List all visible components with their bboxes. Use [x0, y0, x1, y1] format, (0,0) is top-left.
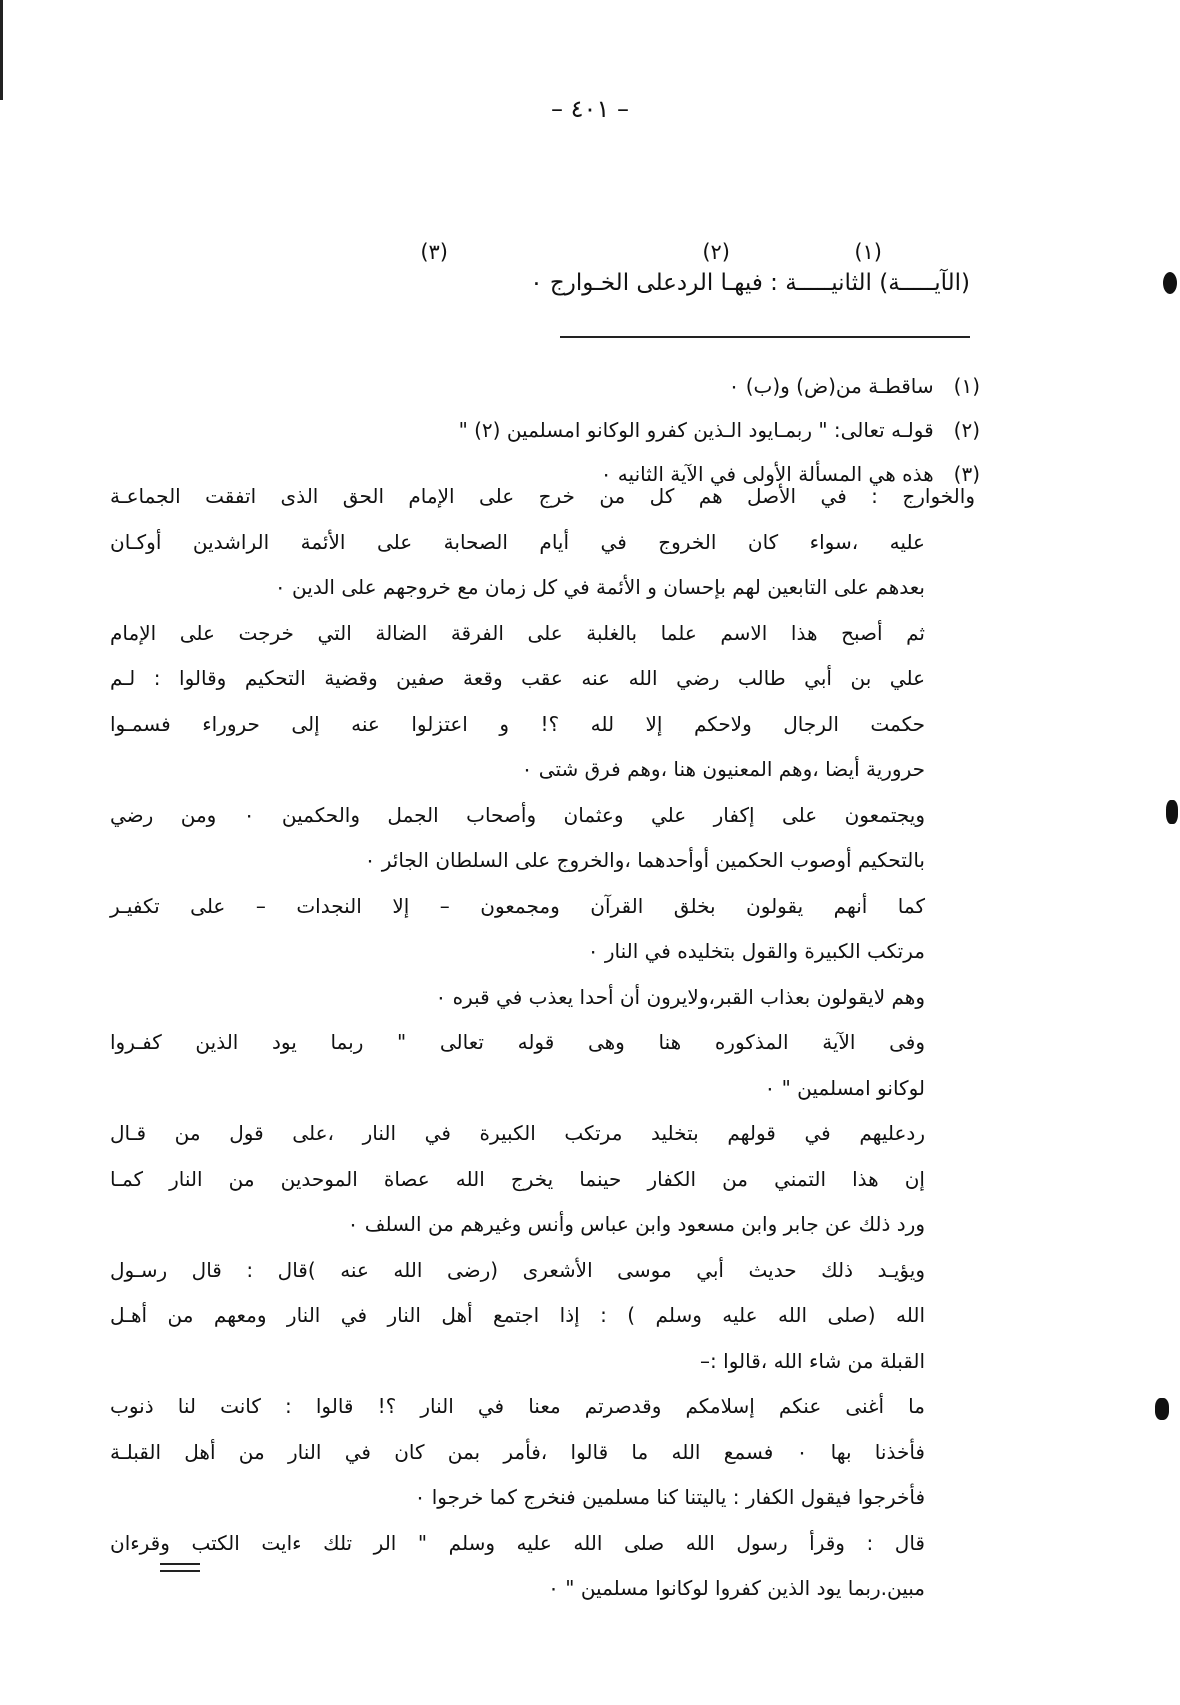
body-line: وهم لايقولون بعذاب القبر،ولايرون أن أحدا يعذب في قبره ٠ — [435, 984, 925, 1009]
end-mark-rule — [160, 1570, 200, 1572]
scan-speck — [1166, 800, 1178, 824]
body-line: حكمت الرجال ولاحكم إلا لله ؟! و اعتزلوا عنه إلى حروراء فسمـوا — [110, 711, 925, 736]
heading-title: (الآيـــــة) الثانيـــــة : فيهـا الردعلى الخـوارج ٠ — [530, 270, 970, 296]
footnote-number: (١) — [953, 374, 980, 398]
section-heading — [350, 240, 970, 310]
heading-footnote-marker: (٣) — [420, 240, 448, 264]
body-line: كما أنهم يقولون بخلق القرآن ومجمعون – إلا النجدات – على تكفيـر — [110, 893, 925, 918]
body-line: ردعليهم في قولهم بتخليد مرتكب الكبيرة في النار ،على قول من قـال — [110, 1121, 925, 1145]
footnote-text: قولـه تعالى: " ربمـايود الـذين كفرو الوكانو امسلمين (٢) " — [458, 418, 934, 442]
heading-footnote-marker: (١) — [854, 240, 882, 264]
body-line: ثم أصبح هذا الاسم علما بالغلبة على الفرقة الضالة التي خرجت على الإمام — [110, 620, 925, 645]
body-line: وفى الآية المذكوره هنا وهى قوله تعالى " ربما يود الذين كفـروا — [110, 1030, 925, 1054]
page-edge-mark — [0, 0, 3, 100]
footnote-number: (٣) — [953, 462, 980, 486]
footnote-number: (٢) — [953, 418, 980, 442]
footnote-separator-rule — [560, 336, 970, 338]
footnote-item — [220, 364, 980, 408]
body-line: مبين.ربما يود الذين كفروا لوكانوا مسلمين " ٠ — [548, 1576, 925, 1600]
footnote-text: ساقطـة من(ض) و(ب) ٠ — [728, 374, 934, 398]
footnote-text: هذه هي المسألة الأولى في الآية الثانيه ٠ — [600, 462, 934, 486]
body-line: بعدهم على التابعين لهم بإحسان و الأئمة في كل زمان مع خروجهم على الدين ٠ — [274, 575, 925, 599]
body-line: بالتحكيم أوصوب الحكمين أوأحدهما ،والخروج على السلطان الجائر ٠ — [364, 848, 925, 872]
body-line: ويجتمعون على إكفار علي وعثمان وأصحاب الجمل والحكمين ٠ ومن رضي — [110, 802, 925, 827]
body-line: فأخرجوا فيقول الكفار : ياليتنا كنا مسلمين فنخرج كما خرجوا ٠ — [414, 1485, 925, 1509]
body-line: قال : وقرأ رسول الله صلى الله عليه وسلم " الر تلك ءايت الكتب وقرءان — [110, 1530, 925, 1555]
footnote-item — [220, 408, 980, 452]
body-line: القبلة من شاء الله ،قالوا :– — [700, 1348, 925, 1373]
body-line: والخوارج : في الأصل هم كل من خرج على الإمام الحق الذى اتفقت الجماعـة — [110, 484, 975, 508]
scan-speck — [1163, 272, 1177, 294]
body-line: ورد ذلك عن جابر وابن مسعود وابن عباس وأنس وغيرهم من السلف ٠ — [347, 1212, 925, 1236]
scan-speck — [1155, 1398, 1169, 1420]
body-line: ما أغنى عنكم إسلامكم وقدصرتم معنا في النار ؟! قالوا : كانت لنا ذنوب — [110, 1394, 925, 1418]
body-line: إن هذا التمني من الكفار حينما يخرج الله عصاة الموحدين من النار كمـا — [110, 1166, 925, 1191]
body-line: لوكانو امسلمين " ٠ — [764, 1075, 925, 1100]
heading-footnote-marker: (٢) — [702, 240, 730, 264]
body-line: الله (صلى الله عليه وسلم ) : إذا اجتمع أهل النار في النار ومعهم من أهـل — [110, 1303, 925, 1327]
body-line: فأخذنا بها ٠ فسمع الله ما قالوا ،فأمر بمن كان في النار من أهل القبلـة — [110, 1439, 925, 1464]
page-number: – ٤٠١ – — [551, 95, 629, 123]
body-line: حرورية أيضا ،وهم المعنيون هنا ،وهم فرق شتى ٠ — [521, 757, 925, 781]
end-mark-rule — [160, 1563, 200, 1565]
body-line: علي بن أبي طالب رضي الله عنه عقب وقعة صفين وقضية التحكيم وقالوا : لـم — [110, 666, 925, 690]
body-line: عليه ،سواء كان الخروج في أيام الصحابة على الأئمة الراشدين أوكـان — [110, 529, 925, 554]
body-line: مرتكب الكبيرة والقول بتخليده في النار ٠ — [587, 939, 925, 963]
body-line: ويؤيـد ذلك حديث أبي موسى الأشعرى (رضى الله عنه )قال : قال رسـول — [110, 1257, 925, 1282]
